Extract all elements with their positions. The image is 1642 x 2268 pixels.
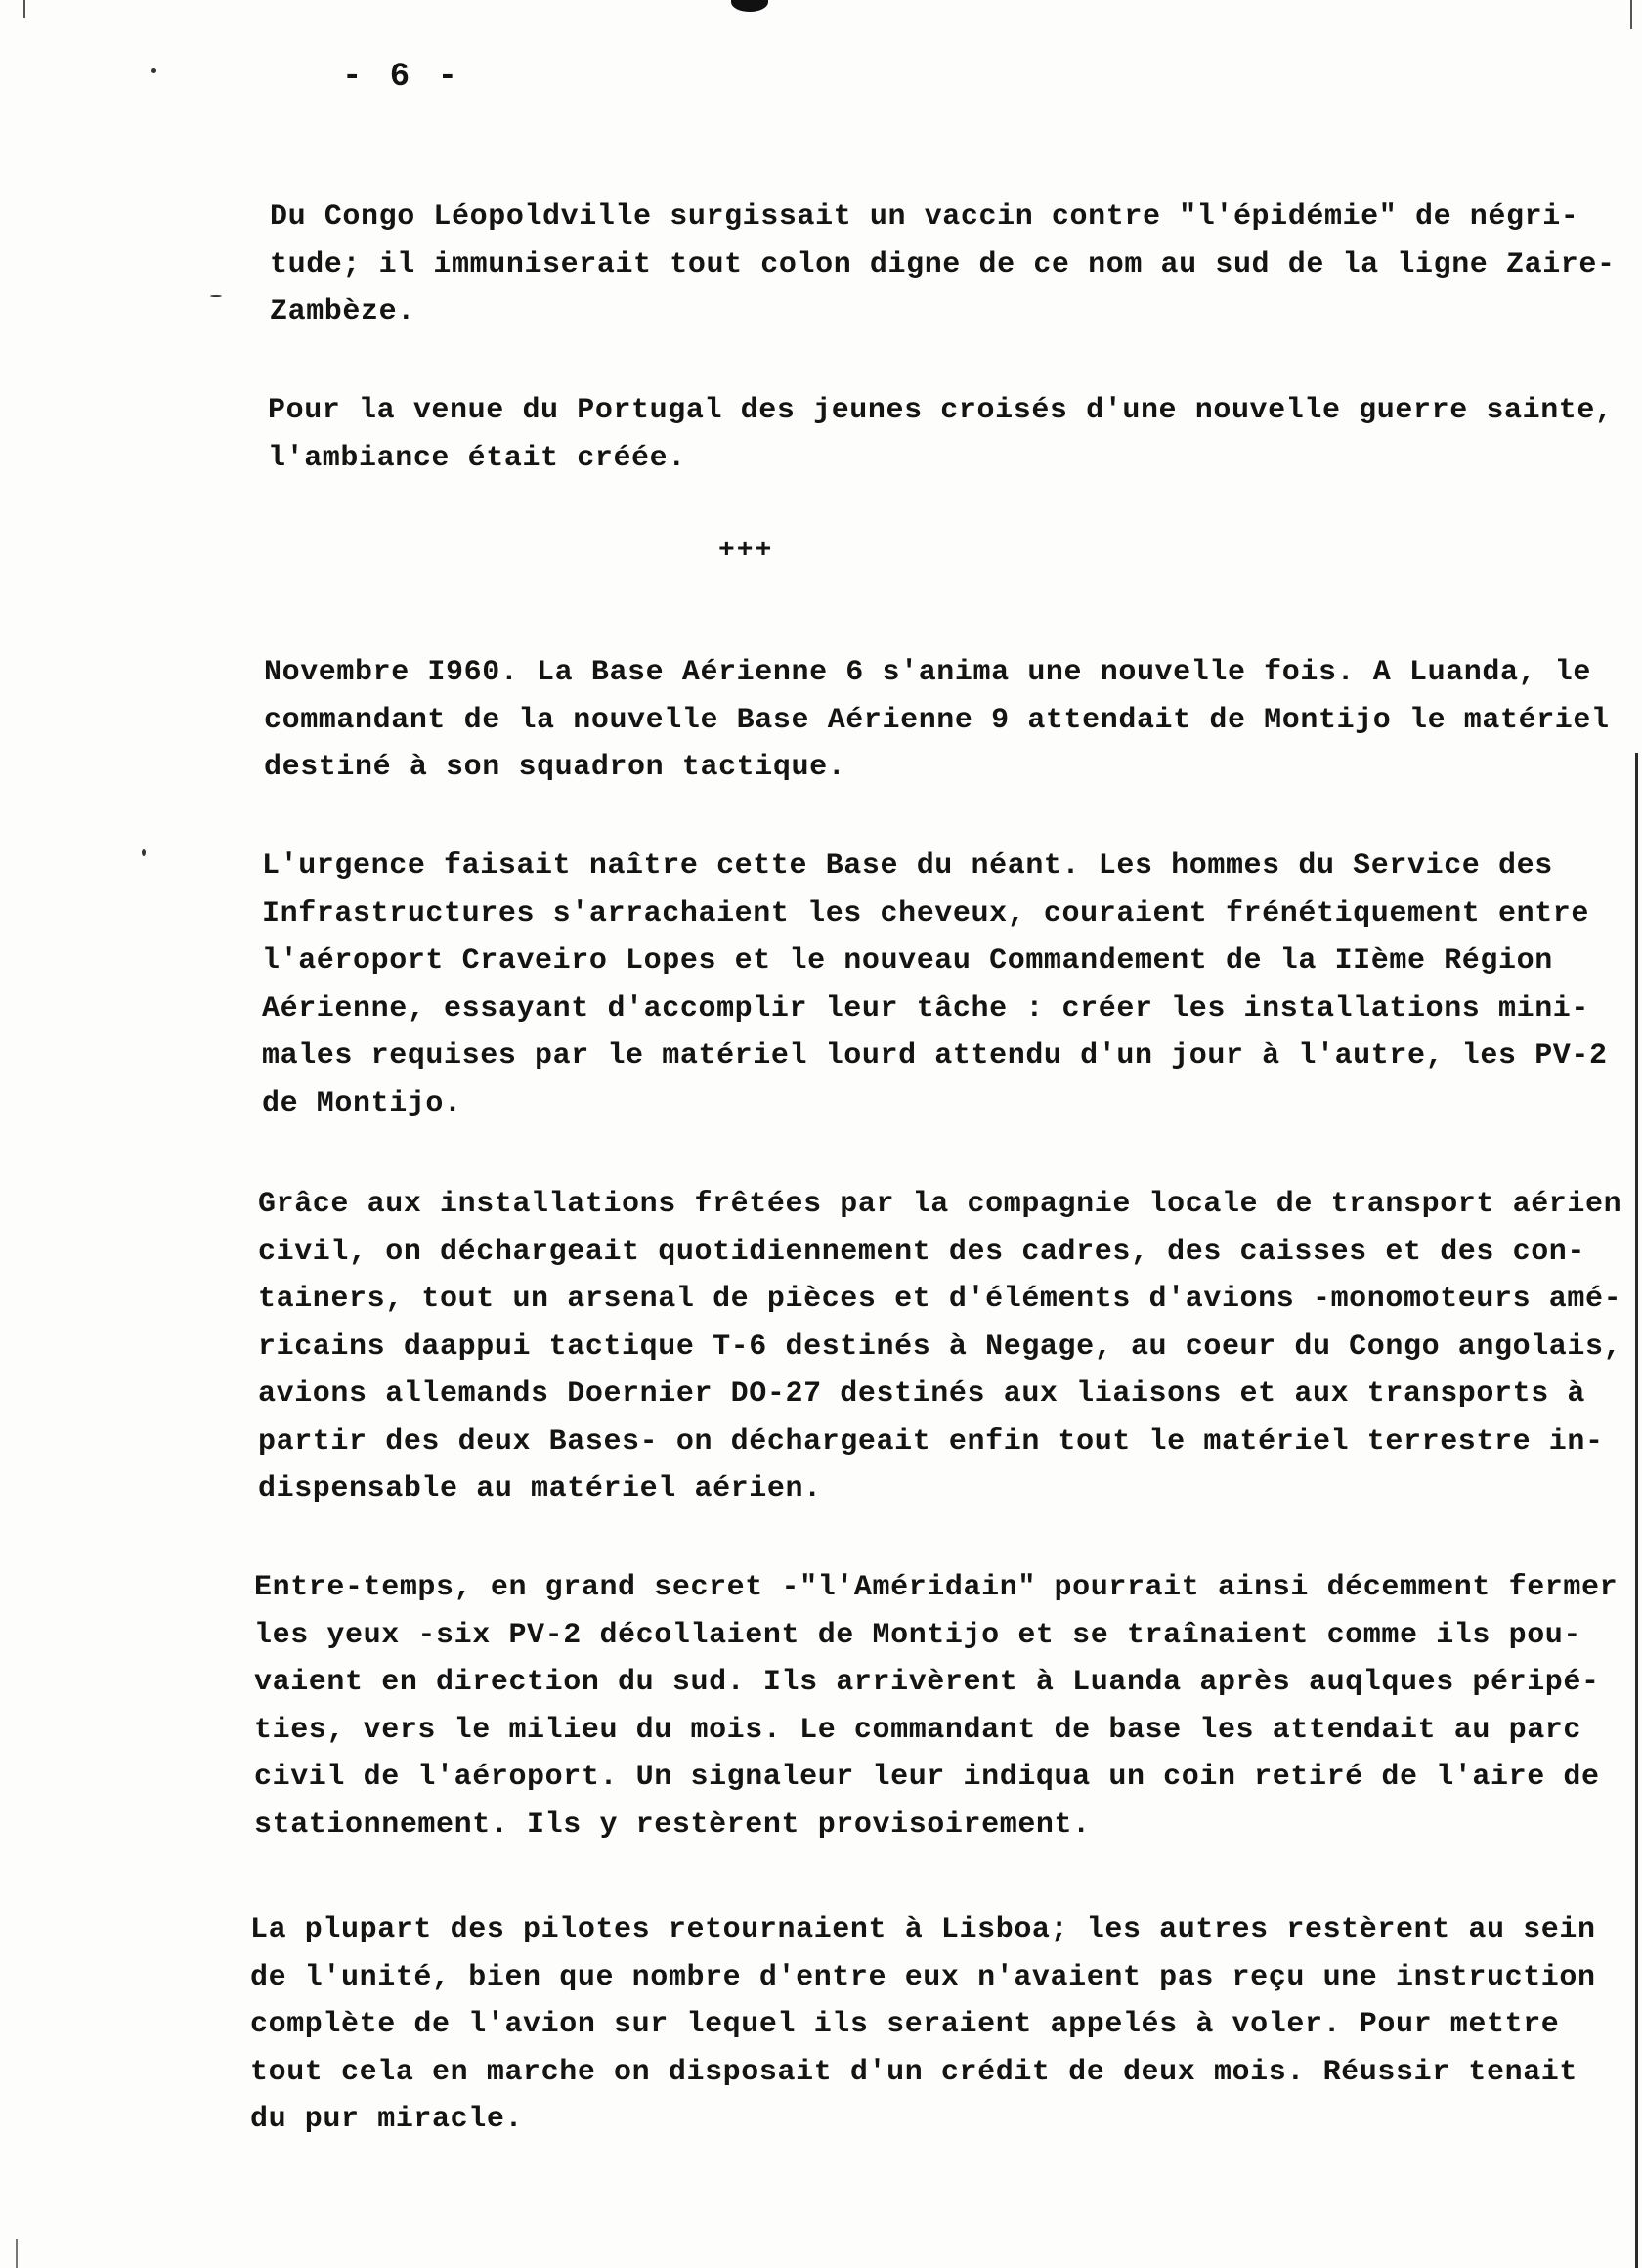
page-number: - 6 - [342, 59, 462, 96]
text-line: civil, on déchargeait quotidiennement des cadres, des caisses et des con- [258, 1235, 1586, 1269]
paragraph-6 [254, 1564, 1618, 1849]
scan-edge-mark [1630, 0, 1632, 29]
text-line: l'aéroport Craveiro Lopes et le nouveau Commandement de la IIème Région [262, 944, 1553, 978]
text-line: tainers, tout un arsenal de pièces et d'éléments d'avions -monomoteurs amé- [258, 1283, 1622, 1316]
section-separator: +++ [718, 536, 774, 566]
text-line: du pur miracle. [250, 2103, 524, 2136]
scan-speck [142, 849, 146, 856]
scan-edge-mark [23, 0, 25, 18]
text-line: commandant de la nouvelle Base Aérienne 9 attendait de Montijo le matériel [264, 703, 1610, 737]
text-line: de l'unité, bien que nombre d'entre eux n'avaient pas reçu une instruction [250, 1960, 1596, 1994]
text-line: complète de l'avion sur lequel ils seraient appelés à voler. Pour mettre [250, 2008, 1560, 2041]
text-line: ties, vers le milieu du mois. Le commandant de base les attendait au parc [254, 1713, 1582, 1747]
text-line: destiné à son squadron tactique. [264, 751, 846, 784]
text-line: Pour la venue du Portugal des jeunes croisés d'une nouvelle guerre sainte, [268, 394, 1614, 427]
page-edge-line [1635, 753, 1638, 2268]
text-line: L'urgence faisait naître cette Base du néant. Les hommes du Service des [262, 850, 1553, 883]
text-line: Entre-temps, en grand secret -"l'Améridain" pourrait ainsi décemment fermer [254, 1571, 1619, 1604]
text-line: dispensable au matériel aérien. [258, 1472, 822, 1505]
scan-edge-mark [16, 2239, 18, 2268]
text-line: Novembre I960. La Base Aérienne 6 s'anima une nouvelle fois. A Luanda, le [264, 656, 1592, 689]
text-line: tout cela en marche on disposait d'un crédit de deux mois. Réussir tenait [250, 2055, 1578, 2089]
text-line: males requises par le matériel lourd attendu d'un jour à l'autre, les PV-2 [262, 1039, 1608, 1072]
text-line: Grâce aux installations frêtées par la compagnie locale de transport aérien [258, 1188, 1622, 1221]
paragraph-1 [270, 194, 1616, 336]
ink-blot [731, 0, 768, 12]
text-line: tude; il immuniserait tout colon digne de ce nom au sud de la ligne Zaire- [270, 247, 1616, 282]
text-line: vaient en direction du sud. Ils arrivèrent à Luanda après auqlques péripé- [254, 1666, 1600, 1699]
paragraph-5 [258, 1181, 1621, 1513]
text-line: La plupart des pilotes retournaient à Lisboa; les autres restèrent au sein [250, 1913, 1596, 1946]
text-line: Infrastructures s'arrachaient les cheveux, couraient frénétiquement entre [262, 896, 1590, 931]
text-line: Du Congo Léopoldville surgissait un vaccin contre "l'épidémie" de négri- [270, 200, 1579, 234]
paragraph-4 [262, 843, 1608, 1127]
text-line: partir des deux Bases- on déchargeait enfin tout le matériel terrestre in- [258, 1424, 1604, 1459]
text-line: Aérienne, essayant d'accomplir leur tâche : créer les installations mini- [262, 991, 1590, 1025]
text-line: de Montijo. [262, 1086, 462, 1120]
text-line: Zambèze. [270, 295, 415, 328]
text-line: avions allemands Doernier DO-27 destinés aux liaisons et aux transports à [258, 1377, 1586, 1411]
text-line: civil de l'aéroport. Un signaleur leur indiqua un coin retiré de l'aire de [254, 1761, 1600, 1794]
text-line: ricains daappui tactique T-6 destinés à Negage, au coeur du Congo angolais, [258, 1330, 1622, 1364]
paragraph-7 [250, 1906, 1596, 2144]
paragraph-2 [268, 387, 1614, 482]
scan-speck [151, 68, 156, 73]
text-line: stationnement. Ils y restèrent provisoirement. [254, 1808, 1091, 1842]
paragraph-3 [264, 649, 1610, 792]
scan-speck [210, 295, 222, 297]
text-line: les yeux -six PV-2 décollaient de Montijo et se traînaient comme ils pou- [254, 1618, 1582, 1652]
text-line: l'ambiance était créée. [268, 441, 686, 475]
